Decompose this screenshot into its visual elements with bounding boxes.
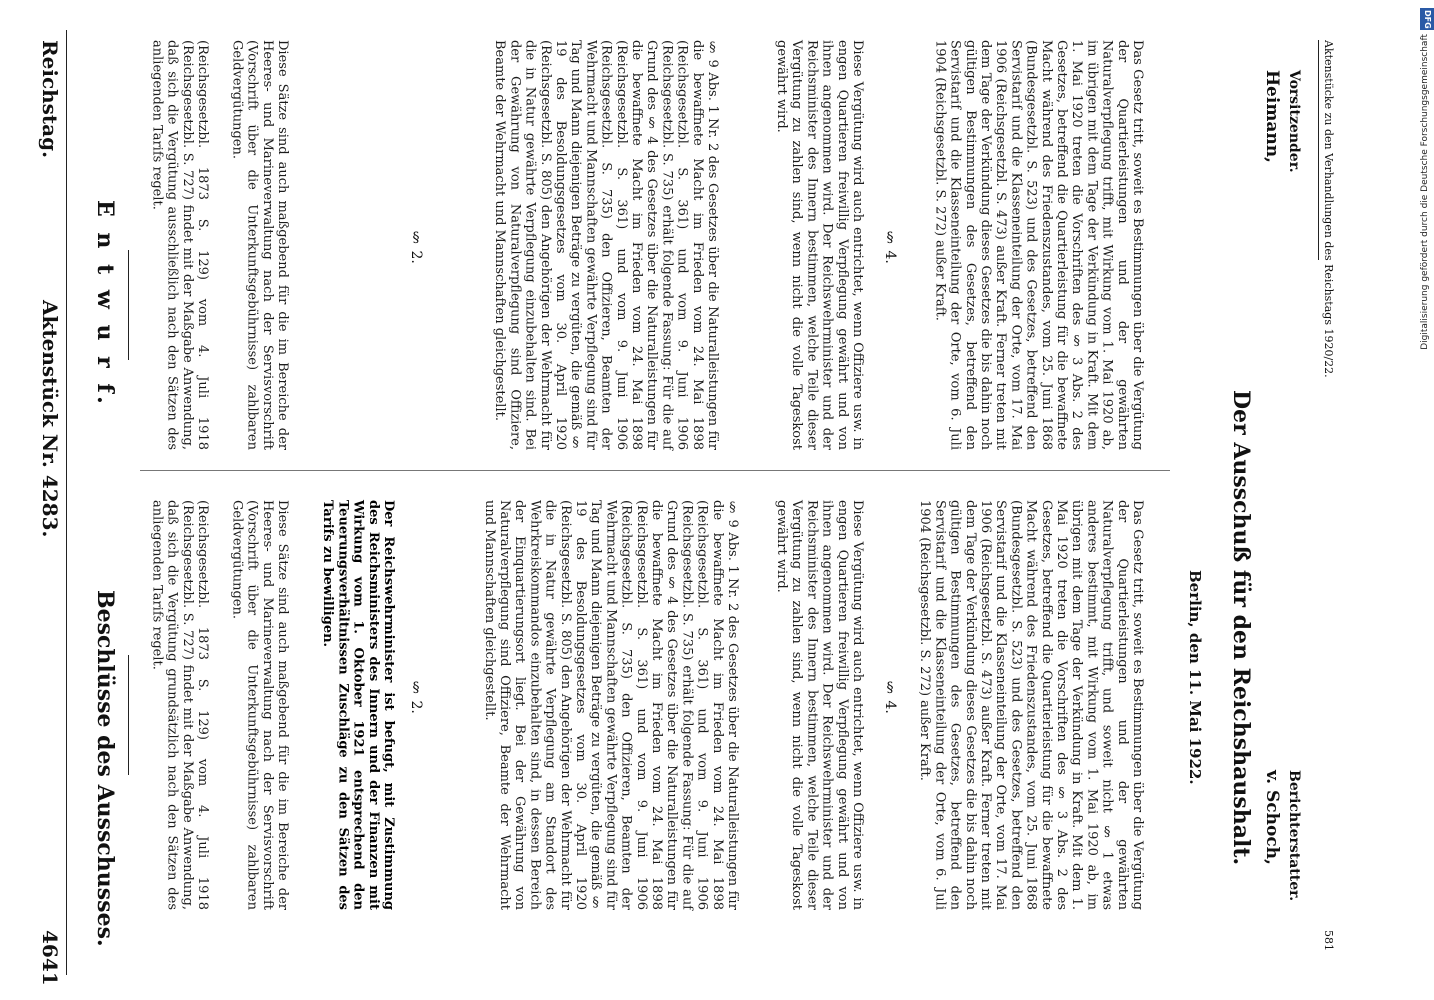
chair-name: Heimann, xyxy=(1262,70,1282,163)
column-divider xyxy=(140,470,1170,471)
header-rule xyxy=(66,30,67,975)
footer-note: Aktenstücke zu den Verhandlungen des Reichstags 1920/22. xyxy=(1322,40,1335,378)
draft-section-4-text: Das Gesetz tritt, soweit es Bestimmungen über die Vergütung der Quartierleistungen und der gewährten Naturalverpflegung trifft, mit Wirkung vom 1. Mai 1920 ab, im übrigen mit dem Tage der Verkündung in Kraft. Mit dem 1. Mai 1920 treten die Vorschriften des § 3 Abs. 2 des Gesetzes, betreffend die Quartierleistung für die bewaffnete Macht während des Friedenszustandes, vom 25. Juni 1868 (Bundesgesetzbl. S. 523) und des Gesetzes, betreffend den Servistarif und die Klasseneinteilung der Orte, vom 17. Mai 1906 (Reichsgesetzbl. S. 473) außer Kraft. Ferner treten mit dem Tage der Verkündung dieses Gesetzes die bis dahin noch gültigen Bestimmungen des Gesetzes, betreffend den Servistarif und die Klasseneinteilung der Orte, vom 6. Juli 1904 (Reichsgesetzbl. S. 272) außer Kraft. xyxy=(932,40,1145,450)
sheet-number: 581 xyxy=(1322,930,1335,951)
committee-name: Der Ausschuß für den Reichshaushalt. xyxy=(1228,390,1254,866)
title-rule-left xyxy=(128,250,129,360)
draft-title: E n t w u r f. xyxy=(92,200,118,408)
page-number: 4641 xyxy=(38,930,62,986)
dfg-logo: DFG xyxy=(1420,8,1434,30)
draft-section-2-text-2: Diese Vergütung wird auch entrichtet, wenn Offiziere usw. in engen Quartieren freiwillig Verpflegung gewährt und von ihnen angenommen wird. Der Reichswehrminister und der Reichsminister des Innern bestimmen, welche Teile dieser Vergütung zu zahlen sind, wenn nicht die volle Tageskost gewährt wird. xyxy=(773,40,865,450)
draft-section-4-heading: § 4. xyxy=(882,230,898,264)
place-and-date: Berlin, den 11. Mai 1922. xyxy=(1186,570,1204,785)
draft-section-2-heading: § 2. xyxy=(408,230,424,264)
header-left: Reichstag. xyxy=(38,40,62,159)
resolution-para-3: Der Reichswehrminister ist befugt, mit Zustimmung des Reichsministers des Innern und der Finanzen mit Wirkung vom 1. Oktober 1921 entsprechend den Teuerungsverhältnissen Zuschläge zu den Sätzen des Tarifs zu bewilligen. xyxy=(320,500,396,910)
resolution-section-4-heading: § 4. xyxy=(882,680,898,714)
title-rule-right xyxy=(128,655,129,775)
resolution-section-2-text-2: Diese Vergütung wird auch entrichtet, wenn Offiziere usw. in engen Quartieren freiwillig Verpflegung gewährt und von ihnen angenommen wird. Der Reichswehrminister und der Reichsminister des Innern bestimmen, welche Teile dieser Vergütung zu zahlen sind, wenn nicht die volle Tageskost gewährt wird. xyxy=(773,500,865,910)
resolution-section-2-heading: § 2. xyxy=(408,680,424,714)
resolution-para-1: (Reichsgesetzbl. 1873 S. 129) vom 4. Juli 1918 (Reichsgesetzbl. S. 727) findet mit der Maßgabe Anwendung, daß sich die Vergütung grundsätzlich nach den Sätzen des anliegenden Tarifs regelt. xyxy=(149,500,210,910)
draft-section-2-text: § 9 Abs. 1 Nr. 2 des Gesetzes über die Naturalleistungen für die bewaffnete Macht im Frieden vom 24. Mai 1898 (Reichsgesetzbl. S. 361) und vom 9. Juni 1906 (Reichsgesetzbl. S. 735) erhält folgende Fassung: Für die auf Grund des § 4 des Gesetzes über die Naturalleistungen für die bewaffnete Macht im Frieden vom 24. Mai 1898 (Reichsgesetzbl. S. 361) und vom 9. Juni 1906 (Reichsgesetzbl. S. 735) den Offizieren, Beamten der Wehrmacht und Mannschaften gewährte Verpflegung sind für Tag und Mann diejenigen Beträge zu vergüten, die gemäß § 19 des Besoldungsgesetzes vom 30. April 1920 (Reichsgesetzbl. S. 805) den Angehörigen der Wehrmacht für die in Natur gewährte Verpflegung einzubehalten sind. Bei der Gewährung von Naturalverpflegung sind Offiziere, Beamte der Wehrmacht und Mannschaften gleichgestellt. xyxy=(492,40,720,450)
resolution-section-4-text: Das Gesetz tritt, soweit es Bestimmungen über die Vergütung der Quartierleistungen und der gewährten Naturalverpflegung trifft, und soweit nicht § 1 etwas anderes bestimmt, mit Wirkung vom 1. Mai 1920 ab, im übrigen mit dem Tage der Verkündung in Kraft. Mit dem 1. Mai 1920 treten die Vorschriften des § 3 Abs. 2 des Gesetzes, betreffend die Quartierleistung für die bewaffnete Macht während des Friedenszustandes, vom 25. Juni 1868 (Bundesgesetzbl. S. 523) und des Gesetzes, betreffend den Servistarif und die Klasseneinteilung der Orte, vom 17. Mai 1906 (Reichsgesetzbl. S. 473) außer Kraft. Ferner treten mit dem Tage der Verkündung dieses Gesetzes die bis dahin noch gültigen Bestimmungen des Gesetzes, betreffend den Servistarif und die Klasseneinteilung der Orte, vom 6. Juli 1904 (Reichsgesetzbl. S. 272) außer Kraft. xyxy=(917,500,1145,910)
chair-role: Vorsitzender. xyxy=(1286,70,1302,173)
draft-para-2: Diese Sätze sind auch maßgebend für die im Bereiche der Heeres- und Marineverwaltung nach der Servisvorschrift (Vorschrift über die Unterkunftsgebührnisse) zahlbaren Geldvergütungen. xyxy=(229,40,290,450)
reporter-role: Berichterstatter. xyxy=(1286,770,1302,902)
resolution-para-2: Diese Sätze sind auch maßgebend für die im Bereiche der Heeres- und Marineverwaltung nach der Servisvorschrift (Vorschrift über die Unterkunftsgebührnisse) zahlbaren Geldvergütungen. xyxy=(229,500,290,910)
committee-resolutions-title: Beschlüsse des Ausschusses. xyxy=(92,590,118,947)
reporter-name: v. Schoch, xyxy=(1262,770,1282,865)
header-center: Aktenstück Nr. 4283. xyxy=(38,300,62,538)
resolution-section-2-text: § 9 Abs. 1 Nr. 2 des Gesetzes über die Naturalleistungen für die bewaffnete Macht im Frieden vom 24. Mai 1898 (Reichsgesetzbl. S. 361) und vom 9. Juni 1906 (Reichsgesetzbl. S. 735) erhält folgende Fassung: Für die auf Grund des § 4 des Gesetzes über die Naturalleistungen für die bewaffnete Macht im Frieden vom 24. Mai 1898 (Reichsgesetzbl. S. 361) und vom 9. Juni 1906 (Reichsgesetzbl. S. 735) den Offizieren, Beamten der Wehrmacht und Mannschaften gewährte Verpflegung sind für Tag und Mann diejenigen Beträge zu vergüten, die gemäß § 19 des Besoldungsgesetzes vom 30. April 1920 (Reichsgesetzbl. S. 805) den Angehörigen der Wehrmacht für die in Natur gewährte Verpflegung am Standort des Wehrkreiskommandos einzubehalten sind, in dessen Bereich der Einquartierungsort liegt. Bei der Gewährung von Naturalverpflegung sind Offiziere, Beamte der Wehrmacht und Mannschaften gleichgestellt. xyxy=(481,500,740,910)
draft-para-1: (Reichsgesetzbl. 1873 S. 129) vom 4. Juli 1918 (Reichsgesetzbl. S. 727) findet mit der Maßgabe Anwendung, daß sich die Vergütung ausschließlich nach den Sätzen des anliegenden Tarifs regelt. xyxy=(149,40,210,450)
footer-rule xyxy=(1318,40,1319,260)
digitization-credit: Digitalisierung gefördert durch die Deutsche Forschungsgemeinschaft xyxy=(1420,34,1430,350)
